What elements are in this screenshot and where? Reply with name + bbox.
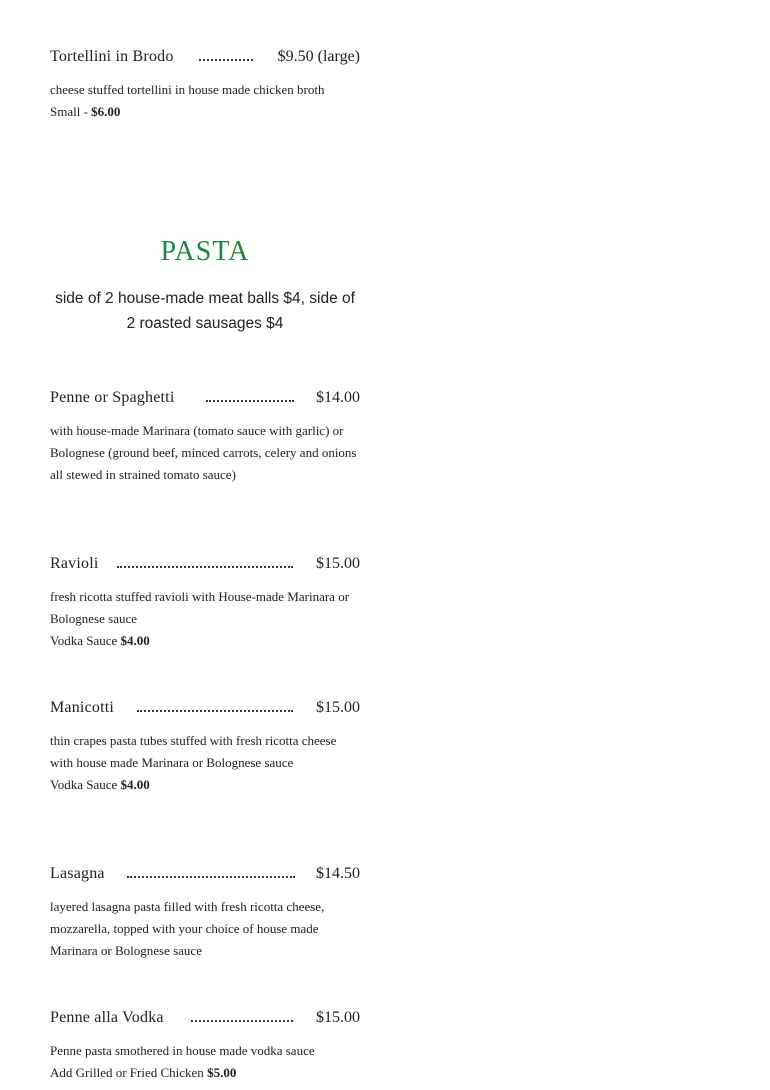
- menu-item-option: [50, 630, 362, 652]
- menu-item-name: Penne or Spaghetti: [50, 389, 175, 406]
- description-text: fresh ricotta stuffed ravioli with House-made Marinara or Bolognese sauce: [50, 589, 350, 626]
- menu-item-header-lasagna: [50, 862, 360, 886]
- description-text: with house-made Marinara (tomato sauce with garlic) or Bolognese (ground beef, minced carrots, celery and onions all stewed in strained tomato sauce): [50, 423, 357, 482]
- description-text: layered lasagna pasta filled with fresh ricotta cheese, mozzarella, topped with your choice of house made Marinara or Bolognese sauce: [50, 899, 325, 958]
- menu-item-price: $14.00: [316, 389, 360, 406]
- option-price: $4.00: [120, 777, 150, 792]
- dot-leader: [127, 876, 295, 878]
- dot-leader: [199, 59, 253, 61]
- menu-item-description: [50, 896, 362, 962]
- description-text: Penne pasta smothered in house made vodka sauce: [50, 1043, 315, 1058]
- menu-item-option: [50, 774, 362, 796]
- menu-item-description: [50, 79, 362, 123]
- menu-item-name: Lasagna: [50, 865, 105, 882]
- menu-item-price: $9.50 (large): [277, 48, 360, 65]
- menu-item-description: [50, 420, 362, 486]
- menu-item-name: Penne alla Vodka: [50, 1009, 164, 1026]
- menu-item-name: Ravioli: [50, 555, 99, 572]
- menu-item-price: $15.00: [316, 1009, 360, 1026]
- option-price: $5.00: [207, 1065, 237, 1080]
- menu-item-header-penne-vodka: [50, 1006, 360, 1030]
- option-label: Small -: [50, 104, 92, 119]
- menu-item-option: [50, 1062, 362, 1084]
- menu-item-description: [50, 1040, 362, 1084]
- description-text: thin crapes pasta tubes stuffed with fresh ricotta cheese with house made Marinara or Bolognese sauce: [50, 733, 337, 770]
- menu-item-header-ravioli: [50, 552, 360, 576]
- menu-item-description: [50, 586, 362, 652]
- menu-item-price: $14.50: [316, 865, 360, 882]
- menu-item-price: $15.00: [316, 699, 360, 716]
- menu-item-option: [50, 101, 362, 123]
- menu-item-name: Tortellini in Brodo: [50, 48, 174, 65]
- option-label: Vodka Sauce: [50, 777, 121, 792]
- menu-item-header-tortellini: [50, 45, 360, 69]
- menu-item-header-manicotti: [50, 696, 360, 720]
- description-text: cheese stuffed tortellini in house made chicken broth: [50, 82, 325, 97]
- dot-leader: [117, 566, 293, 568]
- option-price: $4.00: [120, 633, 150, 648]
- menu-item-header-penne-spaghetti: [50, 386, 360, 410]
- section-title: PASTA: [160, 236, 250, 267]
- menu-item-name: Manicotti: [50, 699, 115, 716]
- menu-item-price: $15.00: [316, 555, 360, 572]
- option-price: $6.00: [91, 104, 121, 119]
- dot-leader: [137, 710, 293, 712]
- menu-item-description: [50, 730, 362, 796]
- dot-leader: [206, 400, 294, 402]
- dot-leader: [191, 1020, 293, 1022]
- section-subtitle: side of 2 house-made meat balls $4, side of 2 roasted sausages $4: [55, 290, 355, 332]
- option-label: Vodka Sauce: [50, 633, 121, 648]
- option-label: Add Grilled or Fried Chicken: [50, 1065, 208, 1080]
